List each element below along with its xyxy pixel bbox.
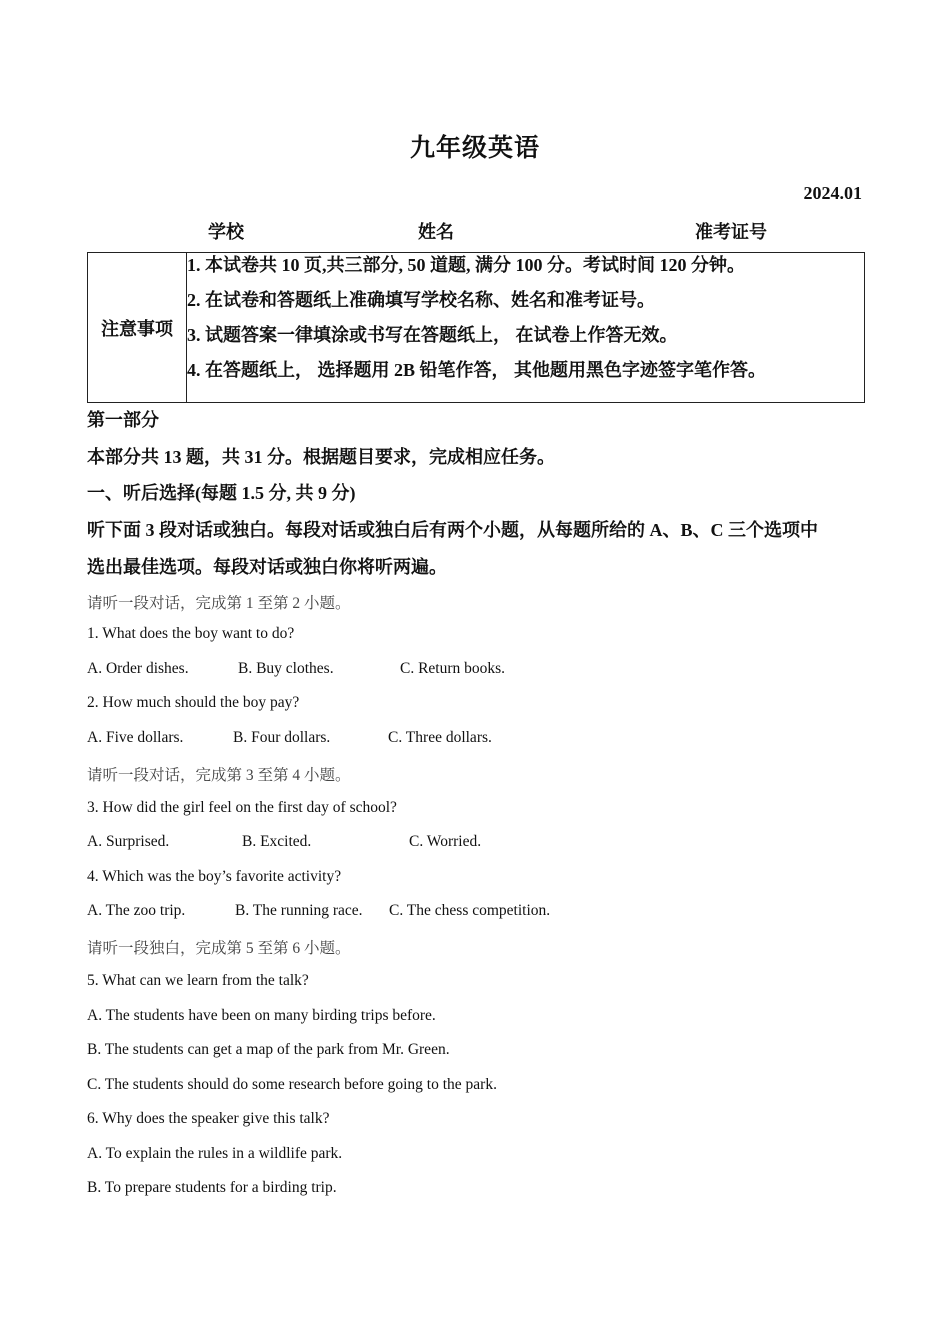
section-title: 一、听后选择(每题 1.5 分, 共 9 分): [87, 483, 356, 503]
notice-item: 3. 试题答案一律填涂或书写在答题纸上， 在试卷上作答无效。: [187, 325, 678, 345]
option-a: A. To explain the rules in a wildlife park.: [87, 1145, 343, 1162]
option-a: A. Order dishes.: [87, 660, 189, 677]
option-a: A. Surprised.: [87, 833, 170, 850]
question-4-options: [87, 902, 787, 924]
option-c: C. Worried.: [409, 833, 482, 850]
question-3: 3. How did the girl feel on the first day of school?: [87, 799, 397, 816]
option-a: A. Five dollars.: [87, 729, 184, 746]
option-b: B. To prepare students for a birding trip.: [87, 1179, 337, 1196]
option-a: A. The zoo trip.: [87, 902, 186, 919]
option-b: B. Buy clothes.: [238, 660, 334, 677]
field-school-label: 学校: [208, 222, 244, 242]
notice-item: 4. 在答题纸上， 选择题用 2B 铅笔作答， 其他题用黑色字迹签字笔作答。: [187, 360, 767, 380]
listening-hint: 请听一段对话，完成第 1 至第 2 小题。: [87, 595, 351, 612]
section-instruction: 选出最佳选项。每段对话或独白你将听两遍。: [87, 557, 447, 577]
field-exam-id-label: 准考证号: [695, 222, 767, 242]
part-intro: 本部分共 13 题，共 31 分。根据题目要求，完成相应任务。: [87, 447, 555, 467]
option-b: B. Four dollars.: [233, 729, 331, 746]
notice-item: 1. 本试卷共 10 页,共三部分, 50 道题, 满分 100 分。考试时间 120 分钟。: [187, 255, 745, 275]
option-c: C. Three dollars.: [388, 729, 492, 746]
listening-hint: 请听一段对话，完成第 3 至第 4 小题。: [87, 767, 351, 784]
notice-box: [87, 252, 865, 403]
option-b: B. The students can get a map of the park from Mr. Green.: [87, 1041, 450, 1058]
page-title: 九年级英语: [409, 135, 540, 162]
part-title: 第一部分: [87, 410, 159, 430]
option-c: C. The students should do some research before going to the park.: [87, 1076, 497, 1093]
question-5: 5. What can we learn from the talk?: [87, 972, 309, 989]
question-1-options: [87, 660, 787, 682]
question-2: 2. How much should the boy pay?: [87, 694, 300, 711]
question-3-options: [87, 833, 787, 855]
field-name-label: 姓名: [418, 222, 454, 242]
notice-item: 2. 在试卷和答题纸上准确填写学校名称、姓名和准考证号。: [187, 290, 655, 310]
question-6: 6. Why does the speaker give this talk?: [87, 1110, 330, 1127]
listening-hint: 请听一段独白，完成第 5 至第 6 小题。: [87, 940, 351, 957]
notice-items: [187, 253, 865, 403]
exam-date: 2024.01: [803, 183, 862, 203]
question-1: 1. What does the boy want to do?: [87, 625, 295, 642]
question-2-options: [87, 729, 787, 751]
option-b: B. The running race.: [235, 902, 363, 919]
option-c: C. Return books.: [400, 660, 506, 677]
notice-label: 注意事项: [88, 253, 187, 403]
question-4: 4. Which was the boy’s favorite activity?: [87, 868, 342, 885]
option-c: C. The chess competition.: [389, 902, 551, 919]
option-b: B. Excited.: [242, 833, 312, 850]
option-a: A. The students have been on many birding trips before.: [87, 1007, 436, 1024]
section-instruction: 听下面 3 段对话或独白。每段对话或独白后有两个小题，从每题所给的 A、B、C 三个选项中: [87, 520, 818, 540]
